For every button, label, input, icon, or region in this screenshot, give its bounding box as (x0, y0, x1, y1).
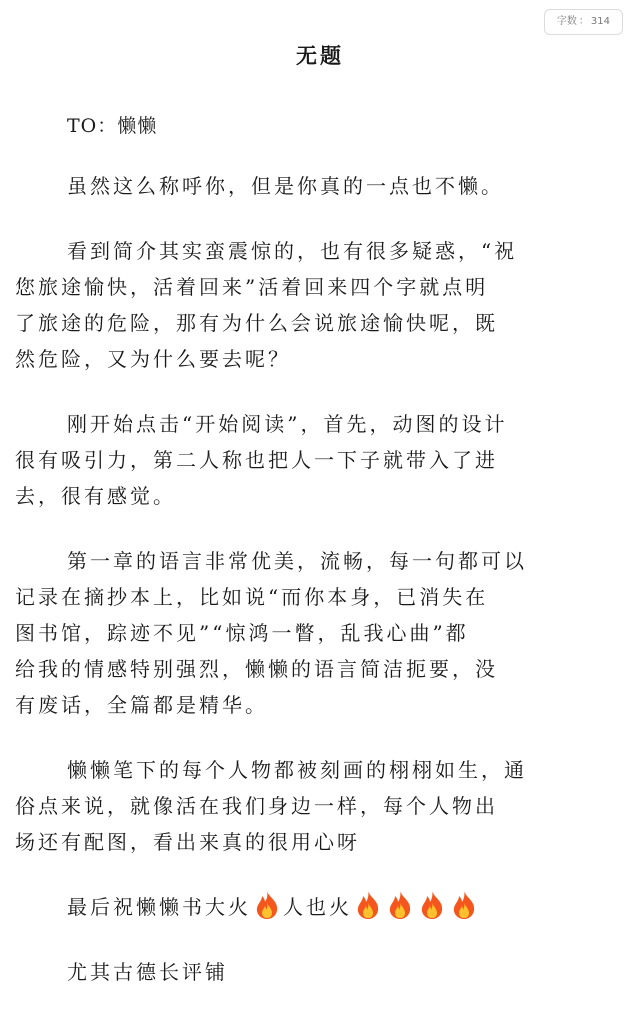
paragraph-line: 您旅途愉快，活着回来”活着回来四个字就点明 (15, 275, 489, 299)
fire-group-1 (251, 895, 283, 919)
paragraph-line: 看到简介其实蛮震惊的，也有很多疑惑，“祝 (67, 239, 518, 263)
fire-icon (355, 890, 381, 920)
fire-icon (419, 890, 445, 920)
paragraph-line: 俗点来说，就像活在我们身边一样，每个人物出 (15, 794, 498, 818)
word-count-value: 314 (590, 16, 610, 27)
paragraph-4 (15, 543, 607, 723)
closing-text-part1: 最后祝懒懒书大火 (67, 895, 251, 919)
fire-icon (254, 890, 280, 920)
fire-group-2 (352, 895, 480, 919)
paragraph-line: 给我的情感特别强烈，懒懒的语言简洁扼要，没 (15, 657, 498, 681)
paragraph-line: 然危险，又为什么要去呢？ (15, 347, 291, 371)
fire-icon (451, 890, 477, 920)
greeting: TO：懒懒 (67, 115, 158, 137)
closing-line (67, 889, 607, 925)
word-count-separator: ： (578, 16, 589, 27)
word-count-label: 字数 (556, 16, 577, 27)
paragraph-line: 记录在摘抄本上，比如说“而你本身，已消失在 (15, 585, 489, 609)
signature: 尤其古德长评铺 (67, 960, 228, 984)
paragraph-line: 图书馆，踪迹不见”“惊鸿一瞥，乱我心曲”都 (15, 621, 469, 645)
paragraph-line: 很有吸引力，第二人称也把人一下子就带入了进 (15, 448, 498, 472)
paragraph-line: 有废话，全篇都是精华。 (15, 693, 268, 717)
closing-text-part2: 人也火 (283, 895, 352, 919)
word-count-badge (544, 9, 623, 35)
paragraph-line: 去，很有感觉。 (15, 484, 176, 508)
fire-icon (387, 890, 413, 920)
letter-body (15, 108, 607, 1019)
paragraph-2 (15, 233, 607, 377)
paragraph-line: 刚开始点击“开始阅读”，首先，动图的设计 (67, 412, 508, 436)
paragraph-line: 了旅途的危险，那有为什么会说旅途愉快呢，既 (15, 311, 498, 335)
paragraph-line: 场还有配图，看出来真的很用心呀 (15, 830, 360, 854)
paragraph-line: 懒懒笔下的每个人物都被刻画的栩栩如生，通 (67, 758, 527, 782)
paragraph-1 (67, 168, 607, 204)
page-title: 无题 (296, 43, 344, 68)
paragraph-line: 虽然这么称呼你，但是你真的一点也不懒。 (67, 174, 504, 198)
paragraph-line: 第一章的语言非常优美，流畅，每一句都可以 (67, 549, 527, 573)
paragraph-3 (15, 406, 607, 514)
paragraph-5 (15, 752, 607, 860)
